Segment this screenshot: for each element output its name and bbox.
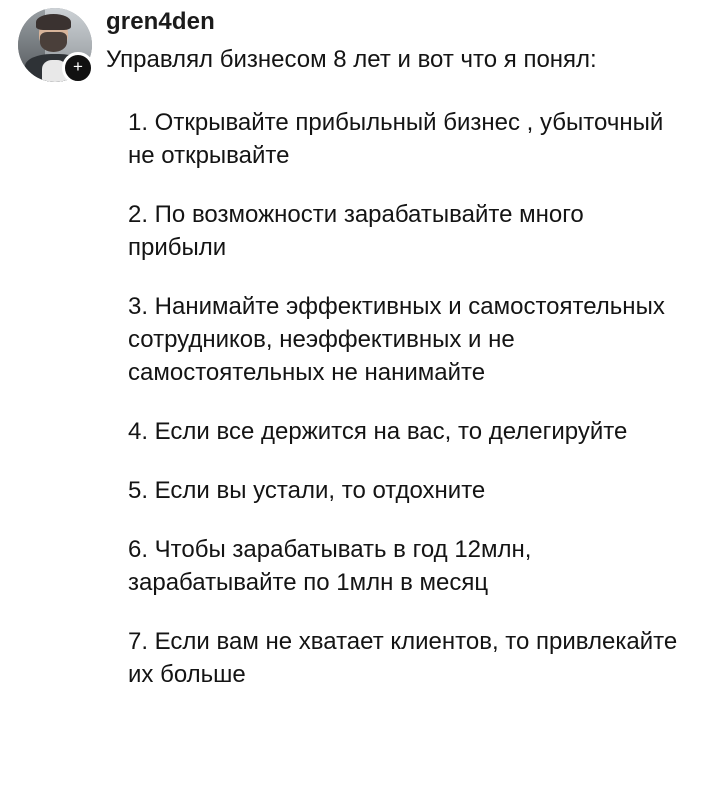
list-item: 6. Чтобы зарабатывать в год 12млн, зарабатывайте по 1млн в месяц [128,536,532,596]
list-item: 4. Если все держится на вас, то делегируйте [128,418,628,445]
advice-list [128,106,678,691]
plus-badge-icon[interactable]: + [62,52,94,84]
post-lead-text: Управлял бизнесом 8 лет и вот что я понял: [106,46,597,73]
post-header-text [106,6,684,76]
list-item: 1. Открывайте прибыльный бизнес , убыточный не открывайте [128,109,664,169]
post-body [18,106,684,691]
username[interactable]: gren4den [106,8,215,35]
avatar-beard [40,32,67,51]
list-item: 3. Нанимайте эффективных и самостоятельных сотрудников, неэффективных и не самостоятельных не нанимайте [128,293,665,386]
avatar[interactable] [18,8,92,82]
list-item: 7. Если вам не хватает клиентов, то привлекайте их больше [128,628,678,688]
list-item: 5. Если вы устали, то отдохните [128,477,486,504]
avatar-hair [36,14,72,30]
list-item: 2. По возможности зарабатывайте много прибыли [128,201,584,261]
post-header [18,6,684,82]
